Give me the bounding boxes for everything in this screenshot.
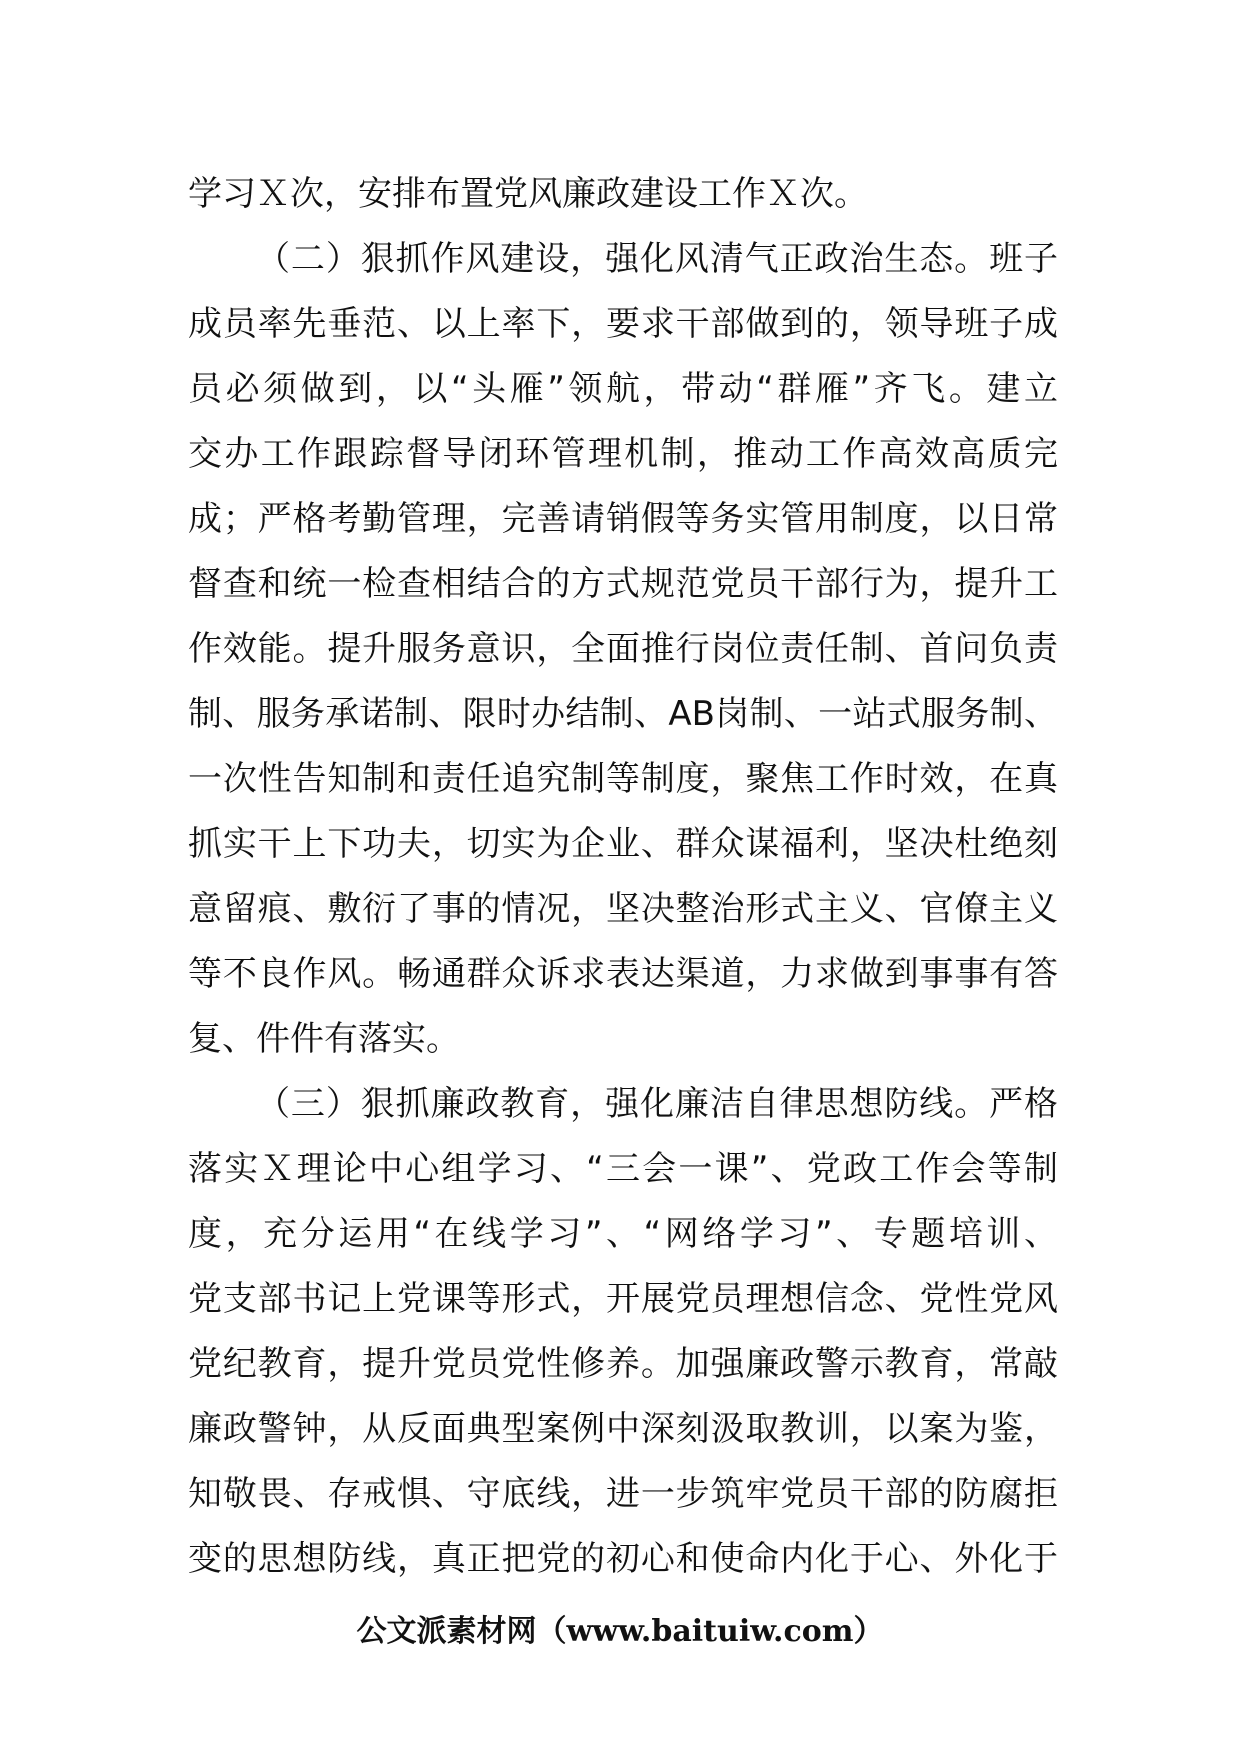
text-line: 督查和统一检查相结合的方式规范党员干部行为，提升工 (188, 564, 1058, 604)
text-line: 一次性告知制和责任追究制等制度，聚焦工作时效，在真 (188, 759, 1058, 799)
text-line: 成；严格考勤管理，完善请销假等务实管用制度，以日常 (188, 499, 1058, 539)
text-line: 党支部书记上党课等形式，开展党员理想信念、党性党风 (188, 1279, 1058, 1319)
text-line: 成员率先垂范、以上率下，要求干部做到的，领导班子成 (188, 304, 1058, 344)
text-line: 学习Ｘ次，安排布置党风廉政建设工作Ｘ次。 (188, 174, 868, 214)
text-line: 抓实干上下功夫，切实为企业、群众谋福利，坚决杜绝刻 (188, 824, 1058, 864)
text-line: 知敬畏、存戒惧、守底线，进一步筑牢党员干部的防腐拒 (188, 1474, 1058, 1514)
document-body (188, 162, 1058, 1592)
text-line: 意留痕、敷衍了事的情况，坚决整治形式主义、官僚主义 (188, 889, 1058, 929)
section-heading-line: （三）狠抓廉政教育，强化廉洁自律思想防线。严格 (256, 1084, 1058, 1124)
section-heading-line: （二）狠抓作风建设，强化风清气正政治生态。班子 (256, 239, 1058, 279)
text-line: 制、服务承诺制、限时办结制、AB岗制、一站式服务制、 (188, 694, 1058, 734)
text-line: 度，充分运用“在线学习”、“网络学习”、专题培训、 (188, 1214, 1058, 1254)
text-line: 变的思想防线，真正把党的初心和使命内化于心、外化于 (188, 1539, 1058, 1579)
text-line: 员必须做到，以“头雁”领航，带动“群雁”齐飞。建立 (188, 369, 1058, 409)
text-line: 廉政警钟，从反面典型案例中深刻汲取教训，以案为鉴， (188, 1409, 1058, 1449)
text-line: 交办工作跟踪督导闭环管理机制，推动工作高效高质完 (188, 434, 1058, 474)
footer-watermark: 公文派素材网（www.baituiw.com） (356, 1614, 884, 1649)
text-line: 复、件件有落实。 (188, 1019, 460, 1059)
text-line: 落实Ｘ理论中心组学习、“三会一课”、党政工作会等制 (188, 1149, 1058, 1189)
text-line: 党纪教育，提升党员党性修养。加强廉政警示教育，常敲 (188, 1344, 1058, 1384)
text-line: 作效能。提升服务意识，全面推行岗位责任制、首问负责 (188, 629, 1058, 669)
text-line: 等不良作风。畅通群众诉求表达渠道，力求做到事事有答 (188, 954, 1058, 994)
